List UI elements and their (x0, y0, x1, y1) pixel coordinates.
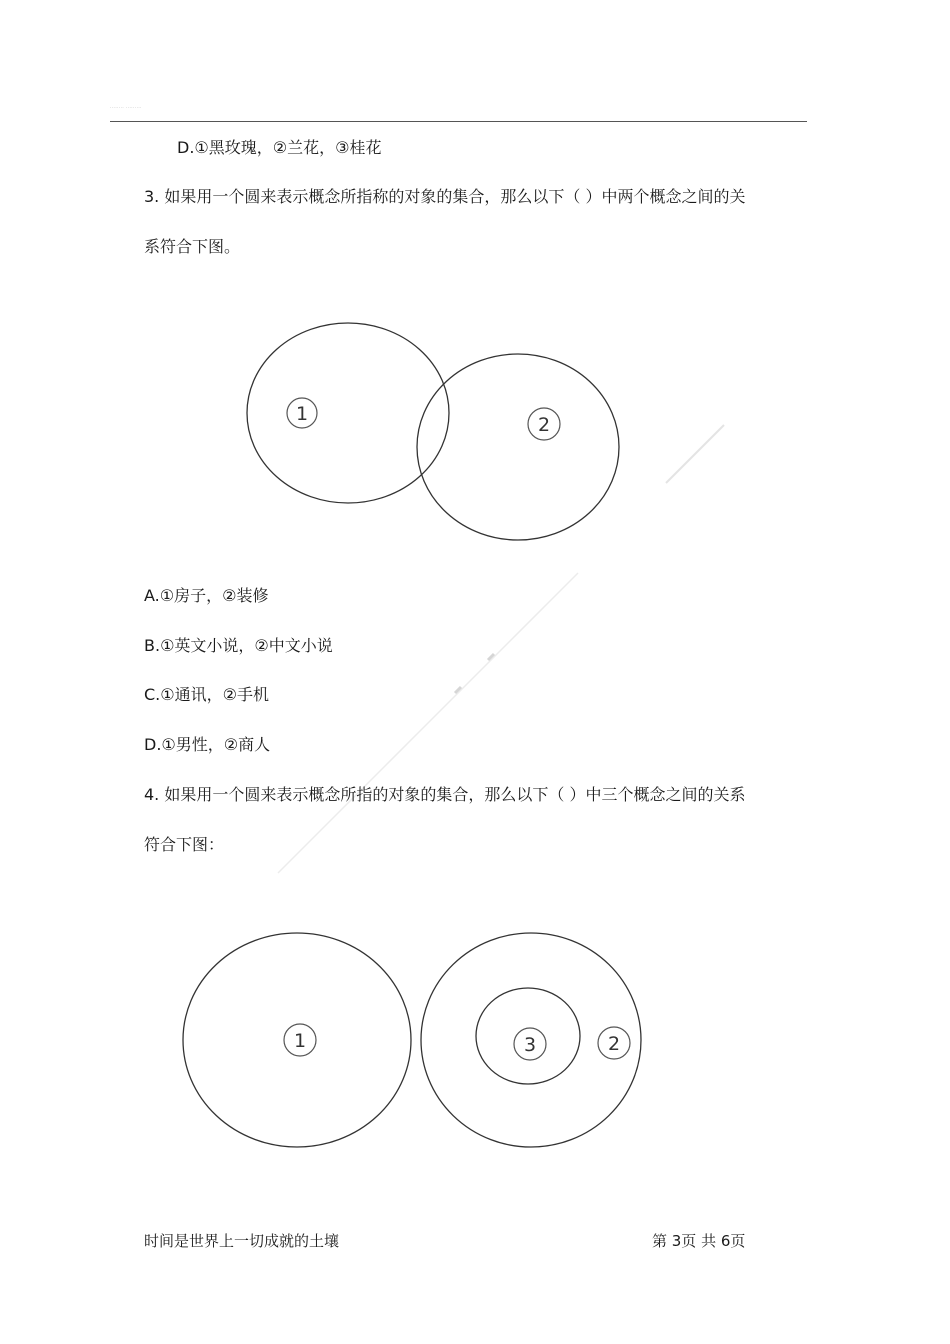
q3-marker-2-text: 2 (537, 414, 551, 436)
footer-page-number: 第 3页 共 6页 (652, 1232, 746, 1250)
q3-marker-1-text: 1 (295, 403, 309, 425)
q3-stem-line1: 3. 如果用一个圆来表示概念所指称的对象的集合，那么以下（ ）中两个概念之间的关 (144, 187, 746, 206)
q4-marker-3-text: 3 (523, 1034, 537, 1056)
header-mark: ........ ......... (110, 104, 142, 109)
footer-motto: 时间是世界上一切成就的土壤 (144, 1232, 340, 1250)
q4-marker-1-text: 1 (293, 1030, 307, 1052)
q4-stem-line2: 符合下图： (144, 835, 225, 854)
q3-stem-line2: 系符合下图。 (144, 237, 241, 256)
q3-option-a: A.①房子，②装修 (144, 586, 269, 605)
q3-option-d: D.①男性，②商人 (144, 735, 271, 754)
q3-option-c: C.①通讯，②手机 (144, 685, 269, 704)
q4-marker-2-text: 2 (607, 1033, 621, 1055)
q3-option-b: B.①英文小说，②中文小说 (144, 636, 333, 655)
q2-option-d: D.①黑玫瑰，②兰花，③桂花 (177, 138, 382, 157)
q4-stem-line1: 4. 如果用一个圆来表示概念所指的对象的集合，那么以下（ ）中三个概念之间的关系 (144, 785, 746, 804)
